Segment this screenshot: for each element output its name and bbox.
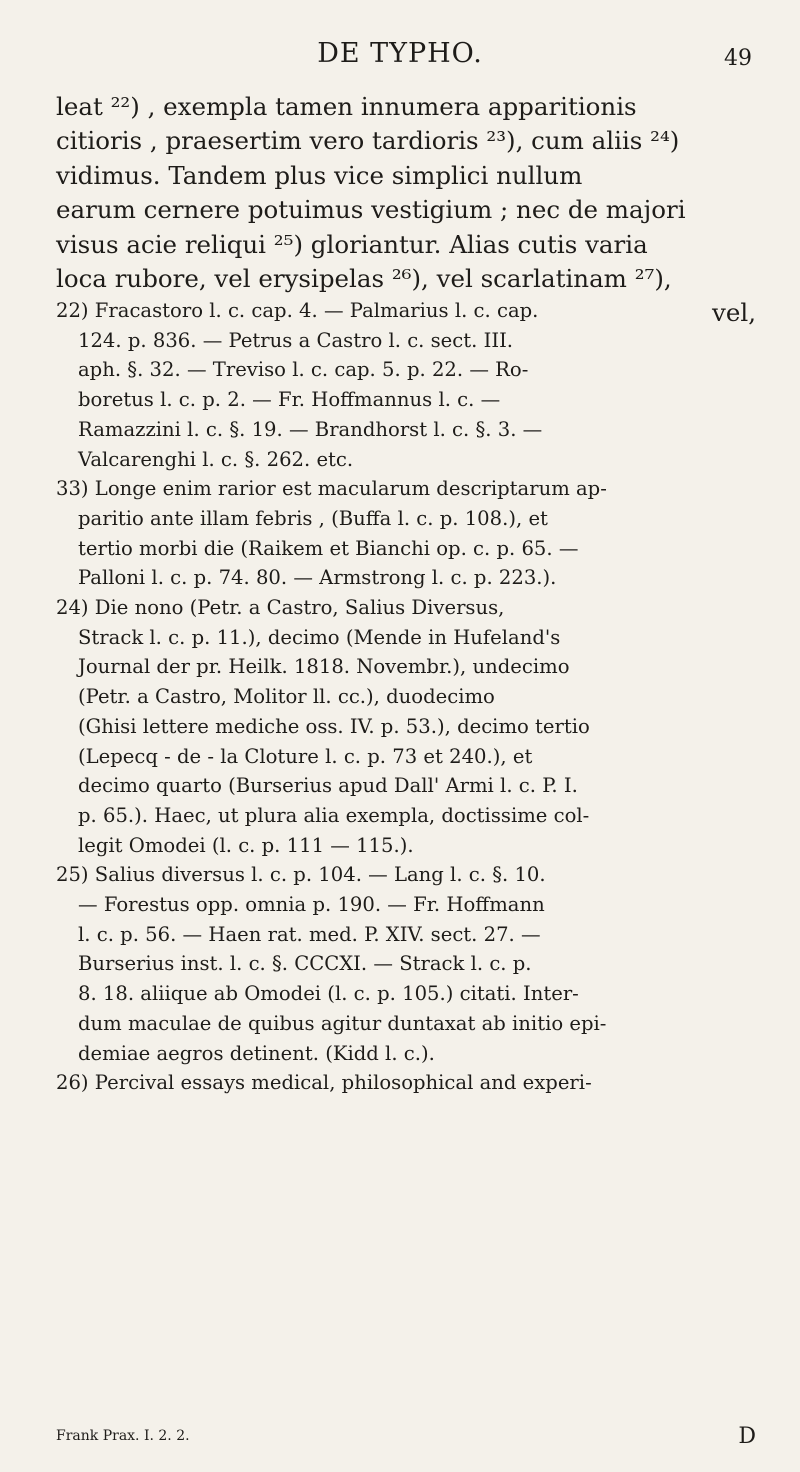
footnote-line: 124. p. 836. — Petrus a Castro l. c. sect. III. — [78, 328, 514, 352]
main-text — [56, 90, 756, 331]
footnote-line: l. c. p. 56. — Haen rat. med. P. XIV. sect. 27. — — [78, 922, 541, 946]
footnote-line: (Petr. a Castro, Molitor ll. cc.), duodecimo — [78, 685, 495, 709]
footnote-line: — Forestus opp. omnia p. 190. — Fr. Hoffmann — [78, 893, 545, 917]
page-number: 49 — [724, 46, 752, 71]
footnote-line: Ramazzini l. c. §. 19. — Brandhorst l. c. §. 3. — — [78, 417, 543, 441]
footnote-line: (Ghisi lettere mediche oss. IV. p. 53.), decimo tertio — [78, 714, 590, 738]
footnote-line: Burserius inst. l. c. §. CCCXI. — Strack l. c. p. — [78, 952, 532, 976]
body-line: citioris , praesertim vero tardioris ²³), cum aliis ²⁴) — [56, 126, 680, 156]
body-line: visus acie reliqui ²⁵) gloriantur. Alias cutis varia — [56, 229, 648, 259]
footnote-line: 26) Percival essays medical, philosophical and experi- — [56, 1071, 592, 1095]
imprint-line: Frank Prax. I. 2. 2. — [56, 1428, 190, 1444]
signature-mark: D — [738, 1424, 756, 1449]
footnote-line: boretus l. c. p. 2. — Fr. Hoffmannus l. c. — — [78, 388, 501, 412]
footnote-line: tertio morbi die (Raikem et Bianchi op. c. p. 65. — — [78, 536, 579, 560]
footnote-line: (Lepecq - de - la Cloture l. c. p. 73 et 240.), et — [78, 744, 533, 768]
body-line: loca rubore, vel erysipelas ²⁶), vel scarlatinam ²⁷), — [56, 264, 672, 294]
footnote-line: decimo quarto (Burserius apud Dall' Armi l. c. P. I. — [78, 774, 578, 798]
footnote-line: 8. 18. aliique ab Omodei (l. c. p. 105.) citati. Inter- — [78, 982, 579, 1006]
footnotes — [56, 296, 756, 1098]
footnote-line: aph. §. 32. — Treviso l. c. cap. 5. p. 22. — Ro- — [78, 358, 529, 382]
footnote-line: paritio ante illam febris , (Buffa l. c. p. 108.), et — [78, 506, 548, 530]
footnote-line: 22) Fracastoro l. c. cap. 4. — Palmarius l. c. cap. — [56, 299, 539, 322]
footnote-line: Journal der pr. Heilk. 1818. Novembr.), undecimo — [78, 655, 570, 679]
footnote-line: Palloni l. c. p. 74. 80. — Armstrong l. c. p. 223.). — [78, 566, 557, 590]
body-line: leat ²²) , exempla tamen innumera apparitionis — [56, 92, 637, 121]
footnote-line: 33) Longe enim rarior est macularum descriptarum ap- — [56, 477, 607, 501]
footnote-line: legit Omodei (l. c. p. 111 — 115.). — [78, 833, 414, 857]
footnote-line: Valcarenghi l. c. §. 262. etc. — [78, 447, 354, 471]
body-line-catchword: vel, — [712, 298, 756, 328]
footnote-line: dum maculae de quibus agitur duntaxat ab initio epi- — [78, 1011, 607, 1035]
body-line: vidimus. Tandem plus vice simplici nullum — [56, 160, 583, 190]
body-line: earum cernere potuimus vestigium ; nec de majori — [56, 195, 686, 225]
footnote-line: p. 65.). Haec, ut plura alia exempla, doctissime col- — [78, 803, 590, 827]
footnote-line: 24) Die nono (Petr. a Castro, Salius Diversus, — [56, 596, 505, 620]
footnote-line: Strack l. c. p. 11.), decimo (Mende in Hufeland's — [78, 625, 561, 649]
running-title: DE TYPHO. — [317, 38, 483, 69]
footnote-line: 25) Salius diversus l. c. p. 104. — Lang l. c. §. 10. — [56, 863, 546, 887]
footnote-line: demiae aegros detinent. (Kidd l. c.). — [78, 1041, 435, 1065]
